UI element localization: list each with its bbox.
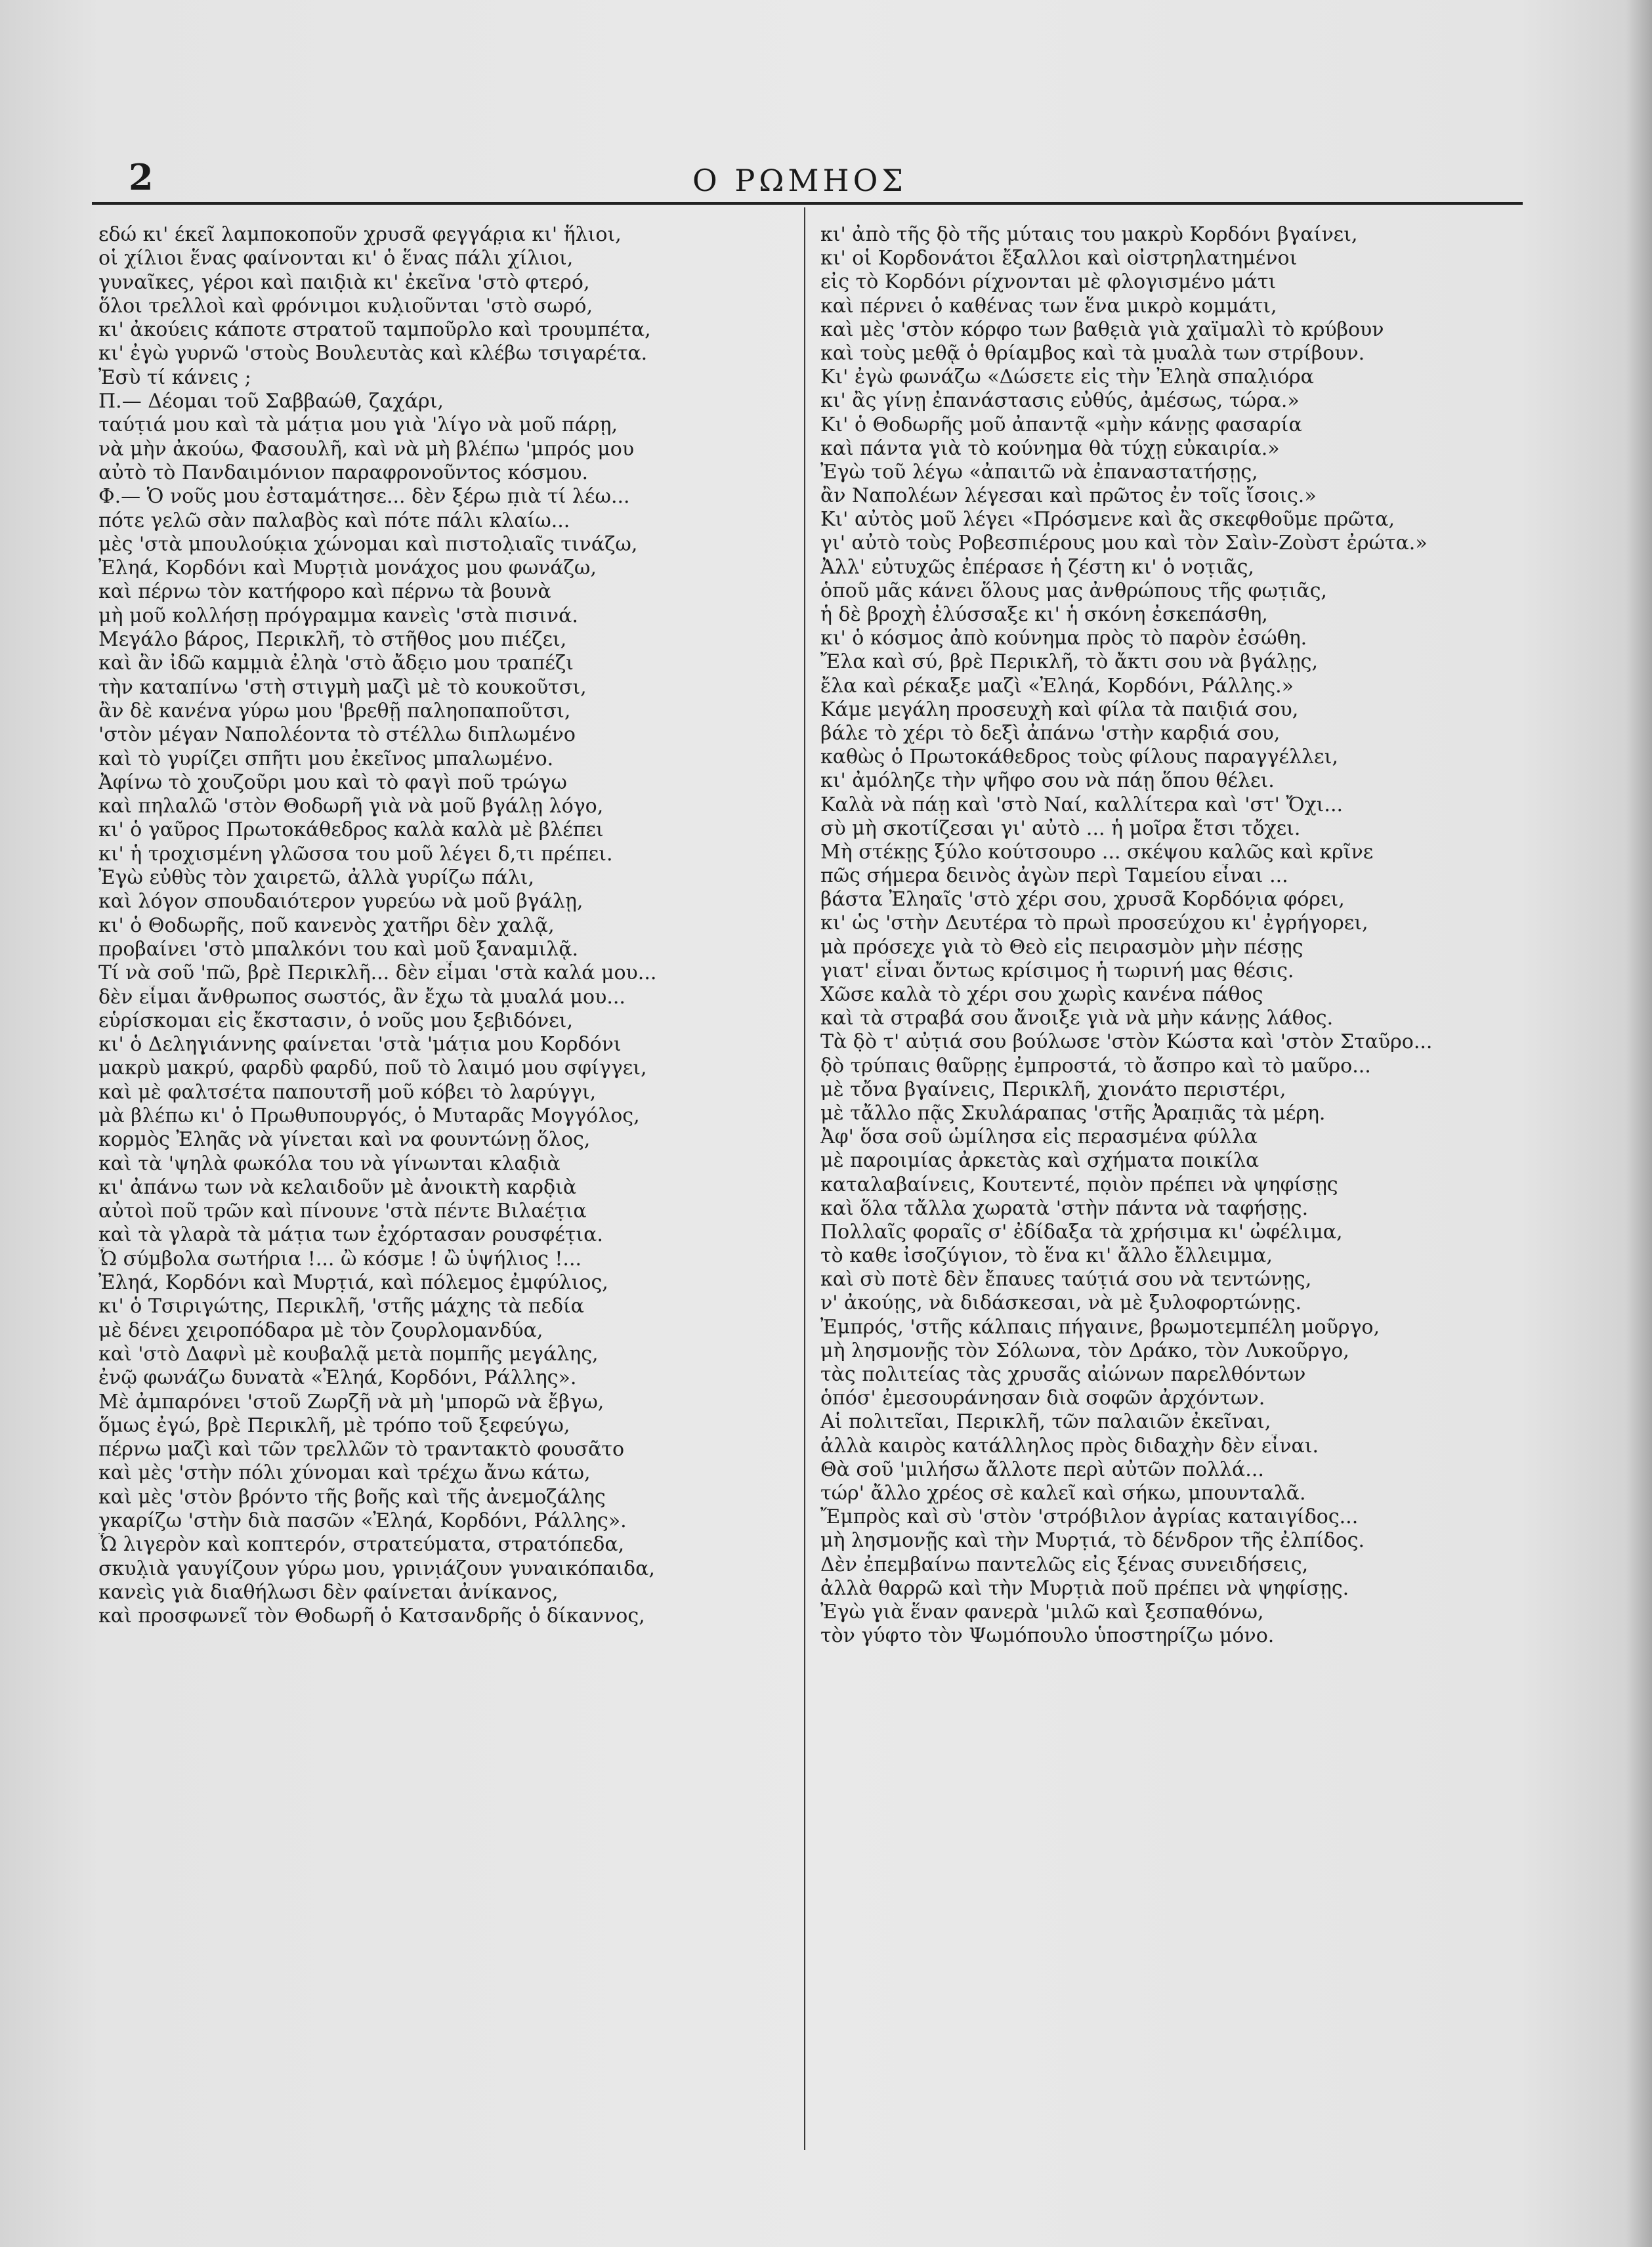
verse-line: Ἐγὼ εὐθὺς τὸν χαιρετῶ, ἀλλὰ γυρίζω πάλι, xyxy=(98,866,535,890)
verse-line: κανεὶς γ̣ιὰ διαθήλωσι δὲν φαίνεται ἀνίκανος, xyxy=(98,1580,559,1604)
verse-line: Αἱ πολιτεῖαι, Περικλῆ, τῶν παλαιῶν ἐκεῖναι, xyxy=(820,1410,1271,1434)
verse-line: προβαίνει 'στὸ μπαλκόνι του καὶ μοῦ ξαναμιλᾷ. xyxy=(98,937,579,961)
verse-line: κι' ὁ Δεληγ̣ιάννης φαίνεται 'στὰ 'μάτ̣ια μου Κορδόνι xyxy=(98,1033,622,1057)
verse-line: ἔλα καὶ ρέκαξε μαζὶ «Ἐληά, Κορδόνι, Ράλλης.» xyxy=(820,674,1294,698)
verse-line: τὸ καθε ἰσοζύγιον, τὸ ἕνα κι' ἄλλο ἔλλειμμα, xyxy=(820,1244,1273,1268)
right-column xyxy=(820,223,1516,1648)
verse-line: καὶ τὰ στραβά σου ἄνοιξε γ̣ιὰ νὰ μὴν κάνῃς λάθος. xyxy=(820,1007,1334,1030)
verse-line: καὶ λόγον σπουδαιότερον γυρεύω νὰ μοῦ βγάλῃ, xyxy=(98,890,583,914)
verse-line: κι' ἀμόληζε τὴν ψῆφο σου νὰ πάῃ ὅπου θέλει. xyxy=(820,769,1275,793)
verse-line: μὲς 'στὰ μπουλούκ̣ια χώνομαι καὶ πιστολ̣ιαῖς τινάζω, xyxy=(98,532,638,556)
verse-line: Μὴ στέκῃς ξύλο κούτσουρο ... σκέψου καλῶς καὶ κρῖνε xyxy=(820,840,1374,864)
verse-line: Μὲ ἀμπαρόνει 'στοῦ Ζωρζῆ νὰ μὴ 'μπορῶ νὰ ἔβγω, xyxy=(98,1390,604,1414)
verse-line: καταλαβαίνεις, Κουτεντέ, πο̣ιὸν πρέπει νὰ ψηφίσῃς xyxy=(820,1173,1338,1196)
verse-line: κι' ὁ Θοδωρῆς, ποῦ κανενὸς χατῆρι δὲν χαλᾷ, xyxy=(98,914,555,937)
verse-line: γι' αὐτὸ τοὺς Ροβεσπιέρους μου καὶ τὸν Σαὶν-Ζοὺστ ἐρώτα.» xyxy=(820,532,1428,555)
verse-line: κι' ἂς γίνῃ ἐπανάστασις εὐθύς, ἀμέσως, τώρα.» xyxy=(820,389,1300,413)
verse-line: τὴν καταπίνω 'στὴ στιγμὴ μαζὶ μὲ τὸ κουκοῦτσι, xyxy=(98,675,587,699)
verse-line: καὶ μὲς 'στὸν βρόντο τῆς βοῆς καὶ τῆς ἀνεμοζάλης xyxy=(98,1485,606,1509)
verse-line: κι' ἀκούεις κάποτε στρατοῦ ταμποῦρλο καὶ τρουμπέτα, xyxy=(98,318,651,342)
verse-line: κι' οἱ Κορδονάτοι ἔξαλλοι καὶ οἰστρηλατημένοι xyxy=(820,247,1298,270)
verse-line: Ἐληά, Κορδόνι καὶ Μυρτ̣ιά, καὶ πόλεμος ἐμφύλιος, xyxy=(98,1271,608,1295)
verse-line: Ἔμπρὸς καὶ σὺ 'στὸν 'στρόβιλον ἀγρίας καταιγίδος... xyxy=(820,1505,1359,1529)
verse-line: Μεγάλο βάρος, Περικλῆ, τὸ στῆθος μου πιέζει, xyxy=(98,628,567,652)
verse-line: κι' ὁ γαῦρος Πρωτοκάθεδρος καλὰ καλὰ μὲ βλέπει xyxy=(98,818,604,842)
verse-line: 'στὸν μέγαν Ναπολέοντα τὸ στέλλω διπλωμένο xyxy=(98,723,576,747)
verse-line: αὐτὸ τὸ Πανδαιμόνιον παραφρονοῦντος κόσμου. xyxy=(98,461,588,484)
verse-line: Ἐληά, Κορδόνι καὶ Μυρτ̣ιὰ μονάχος μου φωνάζω, xyxy=(98,556,597,580)
verse-line: Κι' ὁ Θοδωρῆς μοῦ ἀπαντᾷ «μὴν κάνῃς φασαρία xyxy=(820,413,1302,436)
verse-line: Τί νὰ σοῦ 'πῶ, βρὲ Περικλῆ... δὲν εἶμαι 'στὰ καλά μου... xyxy=(98,961,657,985)
verse-line: Ἐσὺ τί κάνεις ; xyxy=(98,366,251,389)
verse-line: ταύτ̣ιά μου καὶ τὰ μάτ̣ια μου γ̣ιὰ 'λίγο νὰ μοῦ πάρῃ, xyxy=(98,413,618,437)
verse-line: μὲ δένει χειροπόδαρα μὲ τὸν ζουρλομανδύα, xyxy=(98,1318,543,1342)
verse-line: κι' ὁ κόσμος ἀπὸ κούνημα πρὸς τὸ παρὸν ἐσώθη. xyxy=(820,627,1307,650)
verse-line: γκαρίζω 'στὴν διὰ πασῶν «Ἐληά, Κορδόνι, Ράλλης». xyxy=(98,1509,627,1533)
verse-line: βάστα Ἐληαῖς 'στὸ χέρι σου, χρυσᾶ Κορδόν̣ια φόρει, xyxy=(820,888,1345,912)
verse-line: ὁπόσ' ἐμεσουράνησαν διὰ σοφῶν ἀρχόντων. xyxy=(820,1387,1265,1410)
verse-line: καὶ προσφωνεῖ τὸν Θοδωρῆ ὁ Κατσανδρῆς ὁ δίκαννος, xyxy=(98,1605,645,1628)
verse-line: καὶ μὲς 'στὸν κόρφο των βαθε̣ιὰ γ̣ιὰ χαϊμαλὶ τὸ κρύβουν xyxy=(820,318,1384,341)
verse-line: Κι' αὐτὸς μοῦ λέγει «Πρόσμενε καὶ ἂς σκεφθοῦμε πρῶτα, xyxy=(820,508,1395,532)
page-edge-shadow xyxy=(1626,0,1652,2247)
verse-line: εδώ κι' έκεῖ λαμποκοποῦν χρυσᾶ φεγγάρ̣ια κι' ἥλιοι, xyxy=(98,223,622,246)
column-divider xyxy=(804,207,805,2150)
verse-line: καὶ 'στὸ Δαφνὶ μὲ κουβαλᾷ μετὰ πομπῆς μεγάλης, xyxy=(98,1342,599,1366)
verse-line: Δὲν ἐπεμβαίνω παντελῶς εἰς ξένας συνειδήσεις, xyxy=(820,1553,1309,1576)
verse-line: Φ.— Ὁ νοῦς μου ἐσταμάτησε... δὲν ξέρω π̣ιὰ τί λέω... xyxy=(98,485,630,509)
verse-line: τὰς πολιτείας τὰς χρυσᾶς αἰώνων παρελθόντων xyxy=(820,1363,1306,1386)
verse-line: ν' ἀκούῃς, νὰ διδάσκεσαι, νὰ μὲ ξυλοφορτώνῃς. xyxy=(820,1292,1302,1315)
verse-line: καὶ τὰ 'ψηλὰ φωκόλα του νὰ γίνωνται κλαδ̣ιὰ xyxy=(98,1152,561,1175)
verse-line: εὑρίσκομαι εἰς ἔκστασιν, ὁ νοῦς μου ξεβιδόνει, xyxy=(98,1009,574,1032)
verse-line: Τὰ δ̣ὸ τ' αὐτ̣ιά σου βούλωσε 'στὸν Κώστα καὶ 'στὸν Σταῦρο... xyxy=(820,1030,1433,1054)
verse-line: Ἀλλ' εὐτυχῶς ἐπέρασε ἡ ζέστη κι' ὁ νοτ̣ιᾶς, xyxy=(820,555,1254,579)
verse-line: βάλε τὸ χέρι τὸ δεξὶ ἀπάνω 'στὴν καρδ̣ιά σου, xyxy=(820,721,1281,745)
verse-line: ἀλλὰ καιρὸς κατάλληλος πρὸς διδαχὴν δὲν εἶναι. xyxy=(820,1434,1319,1458)
verse-line: σὺ μὴ σκοτίζεσαι γι' αὐτὸ ... ἡ μοῖρα ἔτσι τὄχει. xyxy=(820,816,1301,840)
verse-line: γυναῖκες, γέροι καὶ παιδ̣ιὰ κι' ἐκεῖνα 'στὸ φτερό, xyxy=(98,270,590,294)
verse-line: καὶ μὲ φαλτσέτα παπουτσῆ μοῦ κόβει τὸ λαρύγγι, xyxy=(98,1080,597,1104)
verse-line: καὶ πηλαλῶ 'στὸν Θοδωρῆ γ̣ιὰ νὰ μοῦ βγάλῃ λόγο, xyxy=(98,795,604,818)
verse-line: κι' ἀπὸ τῆς δ̣ὸ τῆς μύταις του μακρὺ Κορδόνι βγαίνει, xyxy=(820,223,1358,246)
verse-line: μὴ λησμονῇς τὸν Σόλωνα, τὸν Δράκο, τὸν Λυκοῦργο, xyxy=(820,1339,1349,1362)
left-column xyxy=(98,223,794,1629)
newspaper-title: Ο ΡΩΜΗΟΣ xyxy=(692,163,907,198)
verse-line: ὅμως ἐγώ, βρὲ Περικλῆ, μὲ τρόπο τοῦ ξεφεύγω, xyxy=(98,1414,570,1437)
verse-line: αὐτοὶ ποῦ τρῶν καὶ πίνουνε 'στὰ πέντε Βιλαέτ̣ια xyxy=(98,1200,587,1223)
verse-line: εἰς τὸ Κορδόνι ρίχνονται μὲ φλογισμένο μάτι xyxy=(820,270,1277,294)
verse-line: Κάμε μεγάλη προσευχὴ καὶ φίλα τὰ παιδ̣ιά σου, xyxy=(820,698,1299,721)
verse-line: ἂν δὲ κανένα γύρω μου 'βρεθῇ παληοπαποῦτσι, xyxy=(98,699,571,723)
verse-line: δ̣ὸ τρύπαις θαῦρῃς ἐμπροστά, τὸ ἄσπρο καὶ τὸ μαῦρο... xyxy=(820,1054,1371,1078)
verse-line: Ἐγὼ τοῦ λέγω «ἀπαιτῶ νὰ ἐπαναστατήσῃς, xyxy=(820,460,1258,484)
verse-line: μακρὺ μακρύ, φαρδὺ φαρδύ, ποῦ τὸ λαιμό μου σφίγγει, xyxy=(98,1057,647,1080)
verse-line: Ἀφ' ὅσα σοῦ ὡμίλησα εἰς περασμένα φύλλα xyxy=(820,1125,1258,1149)
verse-line: ἐνῷ φωνάζω δυνατὰ «Ἐληά, Κορδόνι, Ράλλης». xyxy=(98,1366,577,1390)
verse-line: τώρ' ἄλλο χρέος σὲ καλεῖ καὶ σήκω, μπουνταλᾶ. xyxy=(820,1481,1306,1505)
verse-line: ὅλοι τρελλοὶ καὶ φρόνιμοι κυλ̣ιοῦνται 'στὸ σωρό, xyxy=(98,294,593,318)
verse-line: μὲ παροιμίας ἀρκετὰς καὶ σχήματα ποικίλα xyxy=(820,1149,1260,1173)
verse-line: Καλὰ νὰ πάῃ καὶ 'στὸ Ναί, καλλίτερα καὶ 'στ' Ὄχι... xyxy=(820,793,1344,816)
verse-line: μὰ βλέπω κι' ὁ Πρωθυπουργός, ὁ Μυταρᾶς Μογγόλος, xyxy=(98,1104,640,1127)
verse-line: καὶ πάντα γ̣ιὰ τὸ κούνημα θὰ τύχῃ εὐκαιρία.» xyxy=(820,436,1280,460)
verse-line: ἀλλὰ θαρρῶ καὶ τὴν Μυρτ̣ιὰ ποῦ πρέπει νὰ ψηφίσῃς. xyxy=(820,1576,1349,1600)
verse-line: Ἔλα καὶ σύ, βρὲ Περικλῆ, τὸ ἄκτι σου νὰ βγάλῃς, xyxy=(820,650,1318,674)
page-number: 2 xyxy=(129,156,154,198)
verse-line: Ἀφίνω τὸ χουζοῦρι μου καὶ τὸ φαγὶ ποῦ τρώγω xyxy=(98,770,567,794)
header-rule xyxy=(92,202,1523,205)
verse-line: καὶ πέρνω τὸν κατήφορο καὶ πέρνω τὰ βουνὰ xyxy=(98,580,551,604)
verse-line: Π.— Δέομαι τοῦ Σαββαώθ, ζαχάρι, xyxy=(98,390,444,413)
verse-line: καὶ σὺ ποτὲ δὲν ἔπαυες ταύτ̣ιά σου νὰ τεντώνῃς, xyxy=(820,1268,1312,1292)
verse-line: τὸν γύφτο τὸν Ψωμόπουλο ὑποστηρίζω μόνο. xyxy=(820,1624,1275,1648)
verse-line: καὶ τοὺς μεθᾷ ὁ θρίαμβος καὶ τὰ μ̣υαλὰ των στρίβουν. xyxy=(820,341,1365,365)
verse-line: πέρνω μαζὶ καὶ τῶν τρελλῶν τὸ τραντακτὸ φουσᾶτο xyxy=(98,1438,625,1461)
verse-line: κι' ὡς 'στὴν Δευτέρα τὸ πρωὶ προσεύχου κι' ἐγρήγορει, xyxy=(820,912,1368,935)
verse-line: νὰ μὴν ἀκούω, Φασουλῆ, καὶ νὰ μὴ βλέπω 'μπρός μου xyxy=(98,437,635,461)
verse-line: καὶ τὰ γλαρὰ τὰ μάτ̣ια των ἐχόρτασαν ρουσφέτ̣ια. xyxy=(98,1223,603,1247)
verse-line: πότε γελῶ σὰν παλαβὸς καὶ πότε πάλι κλαίω... xyxy=(98,509,570,532)
verse-line: Κι' ἐγὼ φωνάζω «Δώσετε εἰς τὴν Ἐληὰ σπαλ̣ιόρα xyxy=(820,366,1314,389)
verse-line: καὶ ὅλα τἄλλα χωρατὰ 'στὴν πάντα νὰ ταφήσῃς. xyxy=(820,1196,1309,1220)
verse-line: Ἐγὼ γ̣ιὰ ἕναν φανερὰ 'μιλῶ καὶ ξεσπαθόνω, xyxy=(820,1600,1264,1624)
verse-line: σκυλ̣ιὰ γαυγίζουν γύρω μου, γρινι̣άζουν γυναικόπαιδα, xyxy=(98,1557,655,1580)
verse-line: ἂν Ναπολέων λέγεσαι καὶ πρῶτος ἐν τοῖς ἴσοις.» xyxy=(820,484,1317,508)
verse-line: οἱ χίλιοι ἕνας φαίνονται κι' ὁ ἕνας πάλι χίλιοι, xyxy=(98,247,574,270)
verse-line: μὴ μοῦ κολλήσῃ πρόγραμμα κανεὶς 'στὰ πισινά. xyxy=(98,604,578,627)
verse-line: πῶς σήμερα δεινὸς ἀγὼν περὶ Ταμείου εἶναι ... xyxy=(820,864,1288,888)
verse-line: μὲ τἄλλο πᾷς Σκυλάραπας 'στῆς Ἀραπ̣ιᾶς τὰ μέρη. xyxy=(820,1101,1326,1125)
verse-line: Ὦ σύμβολα σωτήρια !... ὢ κόσμε ! ὢ ὑψήλιος !... xyxy=(98,1247,582,1270)
verse-line: καὶ μὲς 'στὴν πόλι χύνομαι καὶ τρέχω ἄνω κάτω, xyxy=(98,1461,591,1485)
verse-line: Ὦ λιγερὸν καὶ κοπτερόν, στρατεύματα, στρατόπεδα, xyxy=(98,1533,625,1557)
verse-line: Θὰ σοῦ 'μιλήσω ἄλλοτε περὶ αὐτῶν πολλά... xyxy=(820,1458,1264,1481)
verse-line: μὰ πρόσεχε γ̣ιὰ τὸ Θεὸ εἰς πειρασμὸν μὴν πέσῃς xyxy=(820,935,1303,959)
verse-line: καὶ τὸ γυρίζει σπῆτι μου ἐκεῖνος μπαλωμένο. xyxy=(98,747,554,770)
verse-line: Ἐμπρός, 'στῆς κάλπαις πήγαινε, βρωμοτεμπέλη μοῦργο, xyxy=(820,1315,1380,1339)
verse-line: δὲν εἶμαι ἄνθρωπος σωστός, ἂν ἔχω τὰ μ̣υαλά μου... xyxy=(98,985,625,1009)
verse-line: καὶ ἂν ἰδῶ καμμ̣ιὰ ἐληὰ 'στὸ ἄδε̣ιο μου τραπέζι xyxy=(98,652,574,675)
verse-line: καθὼς ὁ Πρωτοκάθεδρος τοὺς φίλους παραγγέλλει, xyxy=(820,746,1338,769)
verse-line: μὴ λησμονῇς καὶ τὴν Μυρτ̣ιά, τὸ δένδρον τῆς ἐλπίδος. xyxy=(820,1529,1365,1553)
verse-line: γιατ' εἶναι ὄντως κρίσιμος ἡ τωρινή μας θέσις. xyxy=(820,959,1294,982)
verse-line: Πολλαῖς φοραῖς σ' ἐδίδαξα τὰ χρήσιμα κι' ὠφέλιμα, xyxy=(820,1220,1343,1244)
verse-line: ἡ δὲ βροχὴ ἐλύσσαξε κι' ἡ σκόνη ἐσκεπάσθη, xyxy=(820,603,1268,626)
verse-line: κι' ἐγὼ γυρνῶ 'στοὺς Βουλευτὰς καὶ κλέβω τσιγαρέτα. xyxy=(98,342,648,366)
verse-line: κορμὸς Ἐληᾶς νὰ γίνεται καὶ να φουντώνῃ ὅλος, xyxy=(98,1128,591,1152)
verse-line: μὲ τὄνα βγαίνεις, Περικλῆ, χ̣ιονάτο περιστέρι, xyxy=(820,1078,1286,1101)
verse-line: κι' ὁ Τσιριγώτης, Περικλῆ, 'στῆς μάχης τὰ πεδία xyxy=(98,1295,584,1318)
verse-line: ὁποῦ μᾶς κάνει ὅλους μας ἀνθρώπους τῆς φωτ̣ιᾶς, xyxy=(820,579,1327,602)
verse-line: Χῶσε καλὰ τὸ χέρι σου χωρὶς κανένα πάθος xyxy=(820,983,1263,1006)
verse-line: κι' ἀπάνω των νὰ κελαιδοῦν μὲ ἀνοικτὴ καρδ̣ιὰ xyxy=(98,1175,577,1199)
verse-line: καὶ πέρνει ὁ καθένας των ἕνα μικρὸ κομμάτι, xyxy=(820,294,1277,318)
verse-line: κι' ἡ τροχισμένη γλῶσσα του μοῦ λέγει δ,τι πρέπει. xyxy=(98,842,613,866)
